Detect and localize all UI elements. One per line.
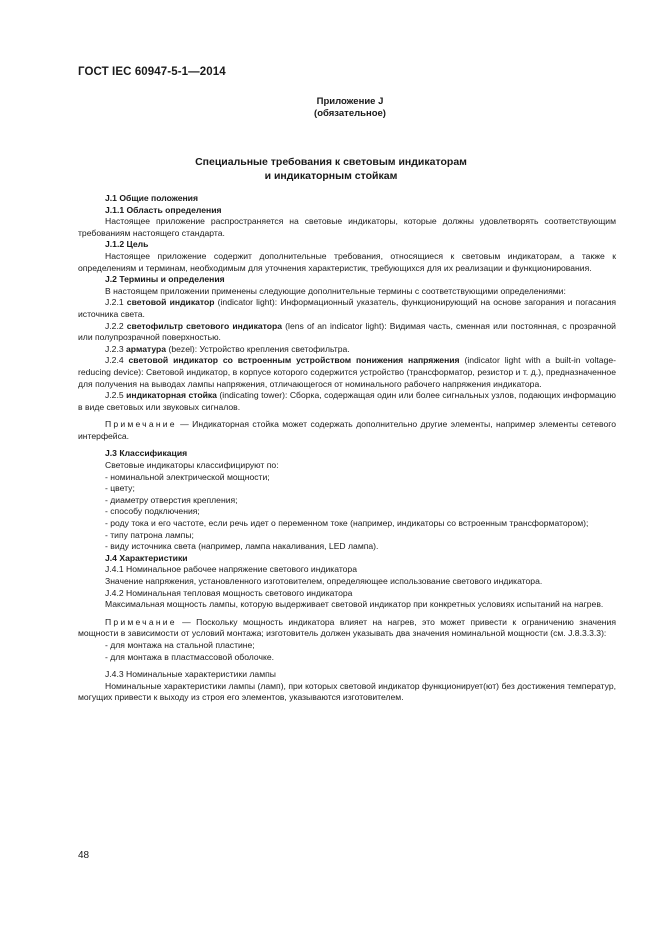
definition-term: световой индикатор со встроенным устройством понижения напряжения (128, 355, 460, 366)
annex-status: (обязательное) (314, 108, 386, 119)
list-item: - номинальной электрической мощности; (105, 471, 270, 482)
definition-j2-1 (78, 297, 616, 320)
heading-j1-2: J.1.2 Цель (105, 239, 149, 250)
definition-number: J.2.2 (105, 320, 127, 331)
definition-j2-4 (78, 355, 616, 390)
note-label: Примечание (105, 419, 177, 430)
section-title-line2: и индикаторным стойкам (264, 170, 398, 182)
definition-term: светофильтр светового индикатора (126, 320, 283, 331)
heading-j1: J.1 Общие положения (105, 193, 198, 203)
definition-term: световой индикатор (126, 297, 215, 308)
heading-j1-1: J.1.1 Область определения (105, 204, 222, 215)
definition-text: (indicating tower): Сборка, содержащая один или более сигнальных узлов, подающих информацию в виде световых или звуковых сигналов. (78, 390, 616, 412)
heading-j4-1: J.4.1 Номинальное рабочее напряжение светового индикатора (105, 564, 357, 575)
heading-j3: J.3 Классификация (105, 448, 188, 459)
mounting-list (78, 640, 616, 663)
definition-number: J.2.3 (105, 343, 127, 354)
note-j2 (78, 419, 616, 442)
note-j4-2 (78, 617, 616, 640)
definition-number: J.2.5 (105, 390, 127, 401)
definition-j2-3 (78, 344, 616, 356)
list-item: - для монтажа на стальной пластине; (105, 639, 255, 650)
definition-text: (lens of an indicator light): Видимая часть, сменная или постоянная, с прозрачной или полупрозрачной поверхностью. (78, 320, 616, 343)
definition-text: (bezel): Устройство крепления светофильтра. (166, 343, 350, 354)
list-item: - для монтажа в пластмассовой оболочке. (105, 651, 275, 662)
annex-label: Приложение J (316, 96, 384, 107)
paragraph-j1-1: Настоящее приложение распространяется на световые индикаторы, которые должны удовлетворять соответствующим требованиям настоящего стандарта. (78, 216, 616, 238)
paragraph-j4-1: Значение напряжения, установленного изготовителем, определяющее использование светового индикатора. (105, 576, 543, 586)
heading-j2: J.2 Термины и определения (105, 274, 225, 285)
list-item: - типу патрона лампы; (105, 529, 194, 540)
paragraph-j4-3: Номинальные характеристики лампы (ламп), при которых световой индикатор функционирует(ют) без достижения температур, могущих привести к выходу из строя его элементов, указываются изготовителем. (78, 680, 616, 703)
definition-j2-5 (78, 390, 616, 413)
definition-term: индикаторная стойка (126, 390, 217, 401)
definition-text: (indicator light with a built-in voltage-reducing device): Световой индикатор, в корпусе которого содержится устройство (трансформатор, резистор и т. д.), предназначенное для получения на выводах лампы напряжения, отличающегося от номинального рабочего напряжения индикатора. (78, 355, 616, 389)
list-item: - цвету; (105, 483, 135, 494)
definition-term: арматура (126, 343, 167, 354)
heading-j4-3: J.4.3 Номинальные характеристики лампы (105, 669, 276, 680)
paragraph-j2: В настоящем приложении применены следующие дополнительные термины с соответствующими определениями: (105, 285, 566, 296)
list-item: - диаметру отверстия крепления; (105, 494, 238, 505)
note-label: Примечание (105, 616, 177, 627)
list-item: - роду тока и его частоте, если речь идет о переменном токе (например, индикаторы со встроенным трансформатором); (105, 518, 589, 529)
definition-number: J.2.1 (105, 297, 127, 308)
document-body (78, 193, 616, 704)
list-item: - виду источника света (например, лампа накаливания, LED лампа). (105, 541, 379, 552)
page-number: 48 (78, 850, 90, 861)
paragraph-j4-2: Максимальная мощность лампы, которую выдерживает световой индикатор при конкретных условиях испытаний на нагрев. (105, 599, 604, 610)
document-header: ГОСТ IEC 60947-5-1—2014 (78, 66, 226, 78)
definition-text: (indicator light): Информационный указатель, функционирующий на основе загорания и погасания источника света. (78, 297, 616, 319)
note-text: — Поскольку мощность индикатора влияет на нагрев, это может привести к ограничению значения мощности в зависимости от условий монтажа; изготовитель должен указывать два значения номинальной мощности (см. J.8.3.3.3): (78, 616, 616, 639)
paragraph-j3: Световые индикаторы классифицируют по: (105, 460, 279, 471)
classification-list (78, 472, 616, 553)
paragraph-j1-2: Настоящее приложение содержит дополнительные требования, относящиеся к световым индикаторам, а также к определениям и терминам, необходимым для уточнения характеристик, требующихся для их реализации и функционирования. (78, 250, 616, 273)
definition-j2-2 (78, 321, 616, 344)
definition-number: J.2.4 (105, 355, 129, 366)
heading-j4: J.4 Характеристики (105, 552, 188, 563)
list-item: - способу подключения; (105, 506, 200, 517)
note-text: — Индикаторная стойка может содержать дополнительно другие элементы, например элементы сетевого интерфейса. (78, 419, 616, 441)
section-title-line1: Специальные требования к световым индикаторам (195, 156, 467, 168)
heading-j4-2: J.4.2 Номинальная тепловая мощность светового индикатора (105, 587, 353, 598)
